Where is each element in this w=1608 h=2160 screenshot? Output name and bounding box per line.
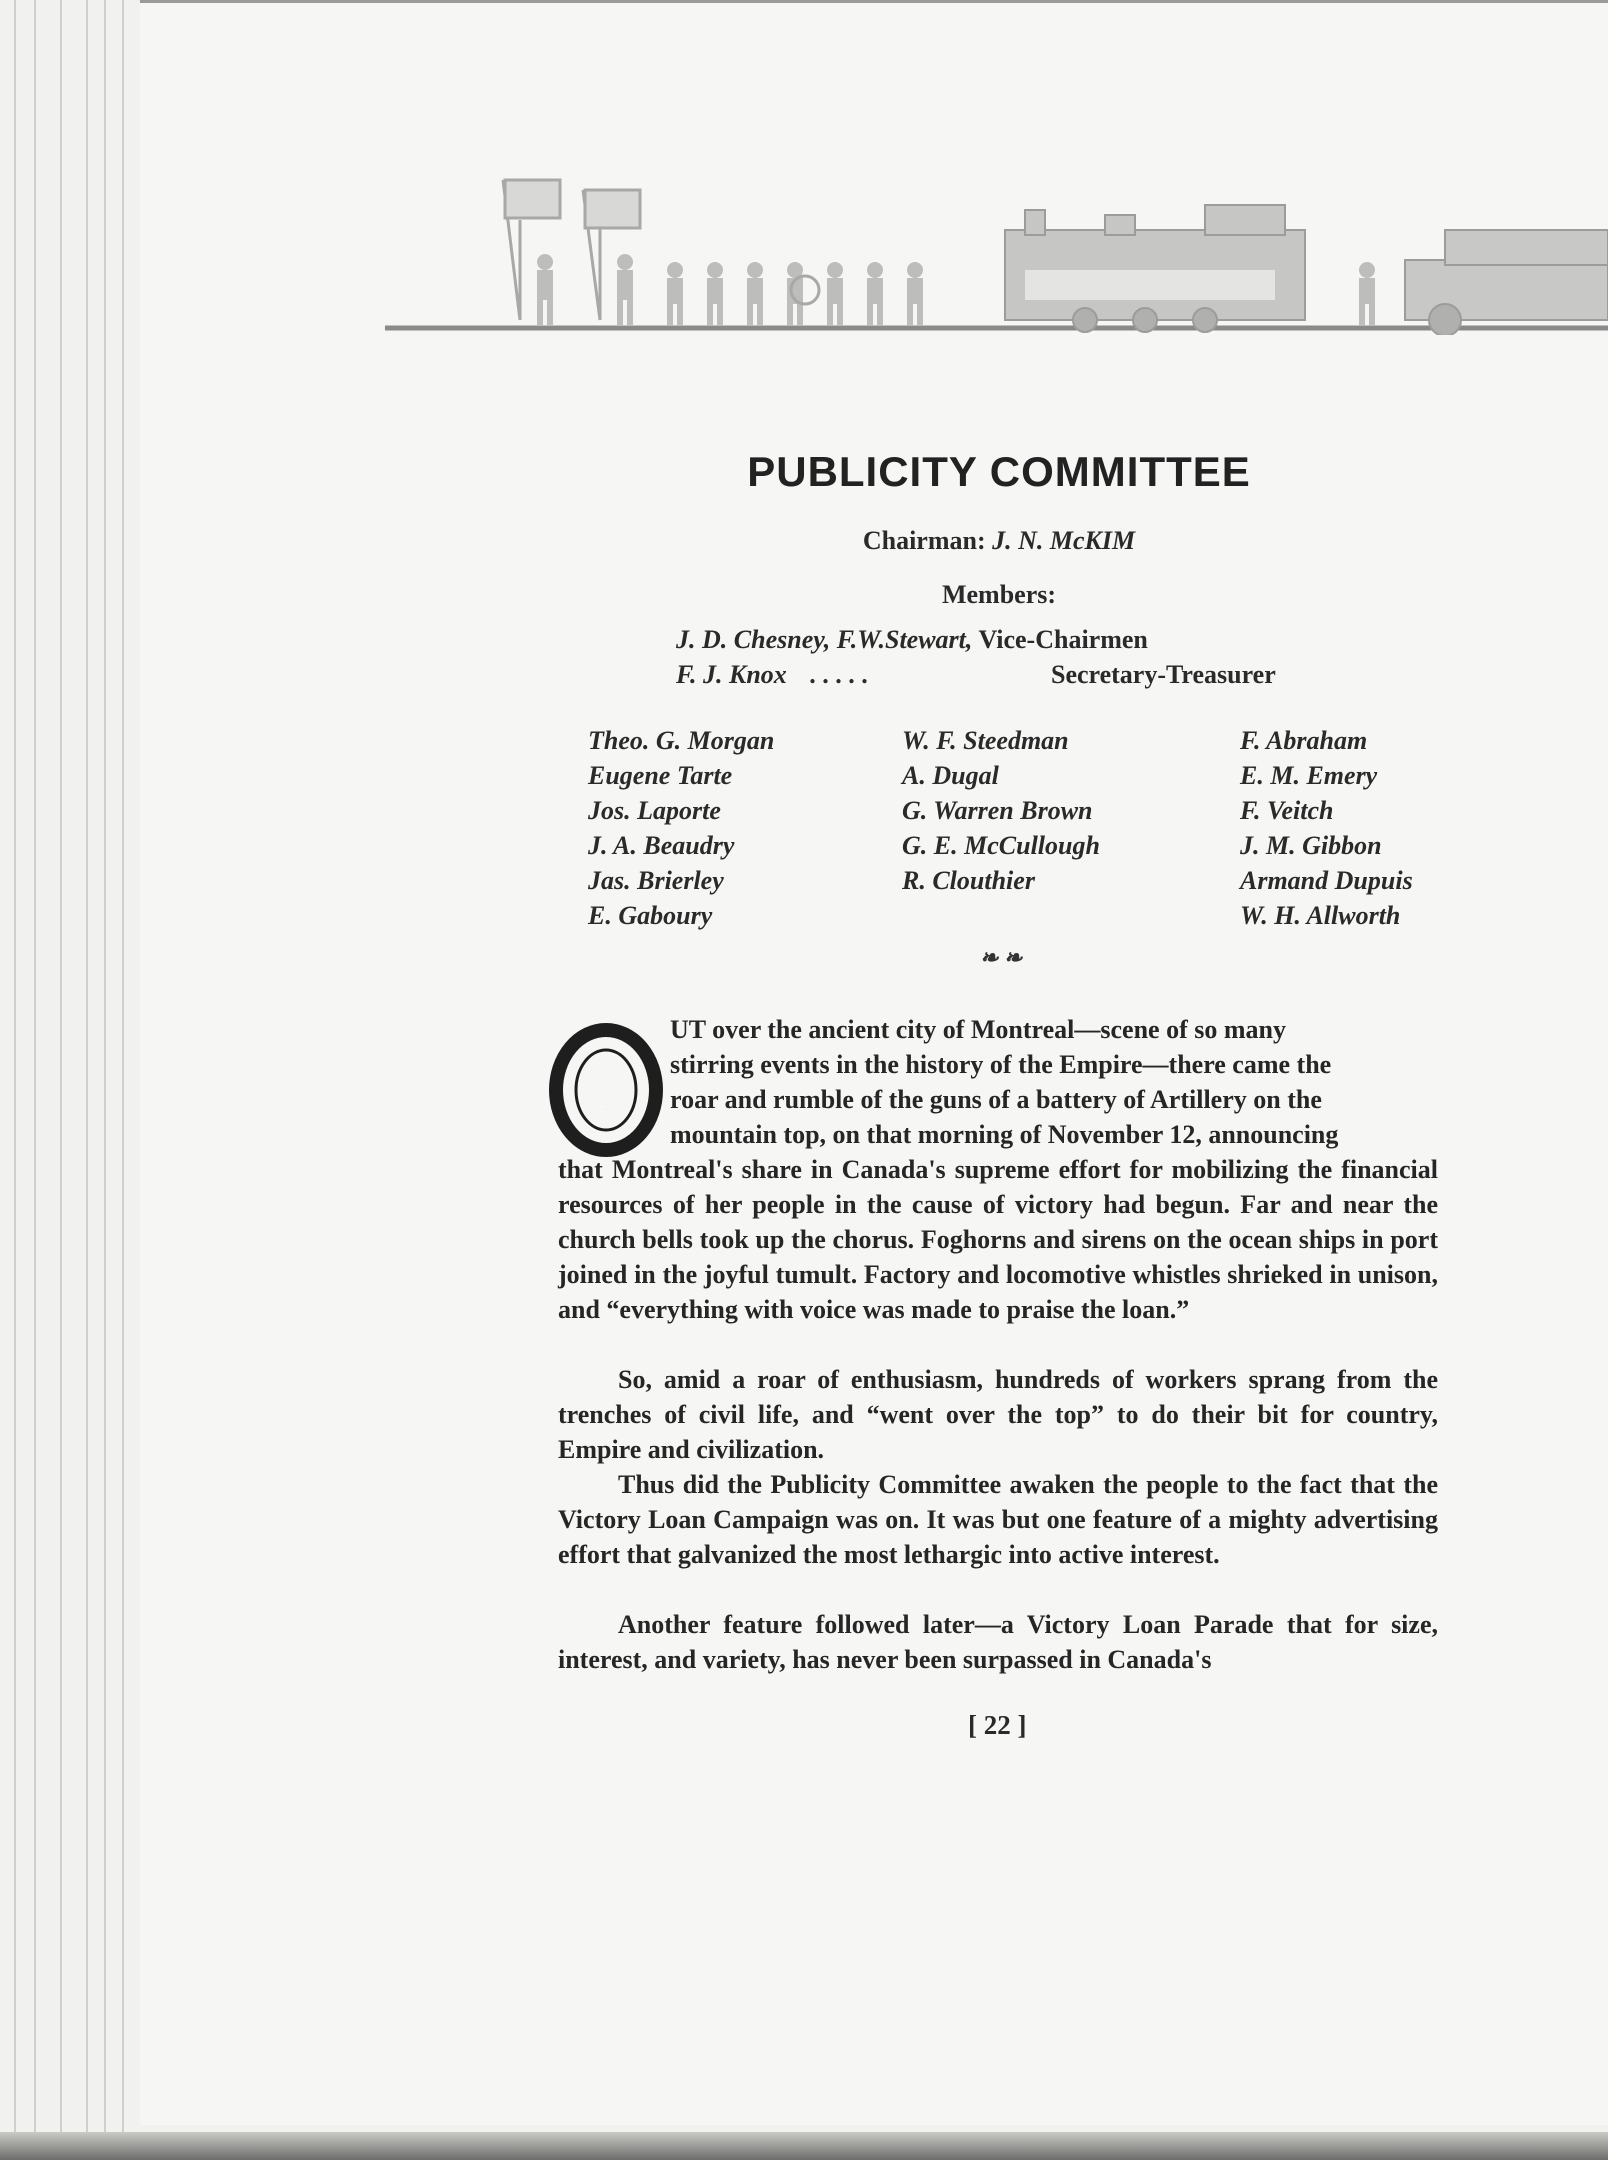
secretary-label: Secretary-Treasurer bbox=[1051, 660, 1276, 689]
page-edge bbox=[86, 0, 88, 2160]
page-edge bbox=[34, 0, 36, 2160]
paragraph-4: Another feature followed later—a Victory Loan Parade that for size, interest, and variety, has never been surpassed in Canada's bbox=[558, 1610, 1438, 1674]
member-name: Theo. G. Morgan bbox=[588, 726, 775, 755]
paragraph-1-line: UT over the ancient city of Montreal—scene of so many bbox=[670, 1015, 1286, 1044]
paragraph-1 bbox=[558, 1012, 1438, 1327]
member-name: Eugene Tarte bbox=[588, 761, 733, 790]
vice-chairmen-label: Vice-Chairmen bbox=[978, 625, 1148, 654]
member-name: A. Dugal bbox=[902, 761, 999, 790]
member-name: G. E. McCullough bbox=[902, 831, 1100, 860]
vice-chairmen-names: J. D. Chesney, F.W.Stewart, bbox=[676, 625, 973, 654]
member-name: R. Clouthier bbox=[902, 866, 1035, 895]
chairman-line bbox=[0, 526, 1608, 556]
page-title: PUBLICITY COMMITTEE bbox=[747, 448, 1251, 495]
secretary-name: F. J. Knox bbox=[676, 660, 787, 689]
member-name: Jas. Brierley bbox=[588, 866, 724, 895]
page-edge bbox=[122, 0, 124, 2160]
member-name: J. M. Gibbon bbox=[1240, 831, 1382, 860]
member-name: Armand Dupuis bbox=[1240, 866, 1413, 895]
chairman-name: J. N. McKIM bbox=[992, 526, 1136, 555]
page-edge bbox=[104, 0, 106, 2160]
page-edge bbox=[14, 0, 16, 2160]
members-column-3 bbox=[1240, 723, 1413, 933]
page-top-edge bbox=[140, 0, 1608, 3]
vice-chairmen-line bbox=[676, 625, 1148, 655]
member-name: F. Veitch bbox=[1240, 796, 1334, 825]
secretary-dots: . . . . . bbox=[809, 660, 868, 689]
member-name: Jos. Laporte bbox=[588, 796, 721, 825]
members-column-2 bbox=[902, 723, 1100, 898]
paragraph-3: Thus did the Publicity Committee awaken the people to the fact that the Victory Loan Campaign was on. It was but one feature of a mighty advertising effort that galvanized the most lethargic into active interest. bbox=[558, 1470, 1438, 1569]
page-edge bbox=[60, 0, 62, 2160]
chairman-label: Chairman: bbox=[862, 526, 986, 555]
member-name: G. Warren Brown bbox=[902, 796, 1093, 825]
member-name: E. M. Emery bbox=[1240, 761, 1378, 790]
member-name: W. F. Steedman bbox=[902, 726, 1069, 755]
member-name: W. H. Allworth bbox=[1240, 901, 1401, 930]
page-number: [ 22 ] bbox=[968, 1710, 1027, 1740]
paragraph-1-line: mountain top, on that morning of November 12, announcing bbox=[670, 1120, 1339, 1149]
parade-illustration bbox=[385, 170, 1608, 335]
paragraph-1-rest: that Montreal's share in Canada's supreme effort for mobilizing the financial resources of her people in the cause of victory had begun. Far and near the church bells took up the chorus. Foghorns and sirens on the ocean ships in port joined in the joyful tumult. Factory and locomotive whistles shrieked in unison, and “everything with voice was made to praise the loan.” bbox=[558, 1155, 1438, 1324]
paragraph-2: So, amid a roar of enthusiasm, hundreds of workers sprang from the trenches of civil life, and “went over the top” to do their bit for country, Empire and civilization. bbox=[558, 1365, 1438, 1464]
fleuron-ornament: ❧ ❧ bbox=[980, 945, 1023, 970]
member-name: E. Gaboury bbox=[588, 901, 713, 930]
paragraph-1-line: roar and rumble of the guns of a battery of Artillery on the bbox=[670, 1085, 1322, 1114]
member-name: J. A. Beaudry bbox=[588, 831, 735, 860]
bottom-shadow bbox=[0, 2132, 1608, 2160]
members-column-1 bbox=[588, 723, 774, 933]
dropcap-letter: O bbox=[605, 1110, 607, 1111]
paragraph-1-line: stirring events in the history of the Empire—there came the bbox=[670, 1050, 1332, 1079]
member-name: F. Abraham bbox=[1240, 726, 1368, 755]
members-label: Members: bbox=[941, 580, 1057, 609]
secretary-line bbox=[676, 660, 1276, 690]
